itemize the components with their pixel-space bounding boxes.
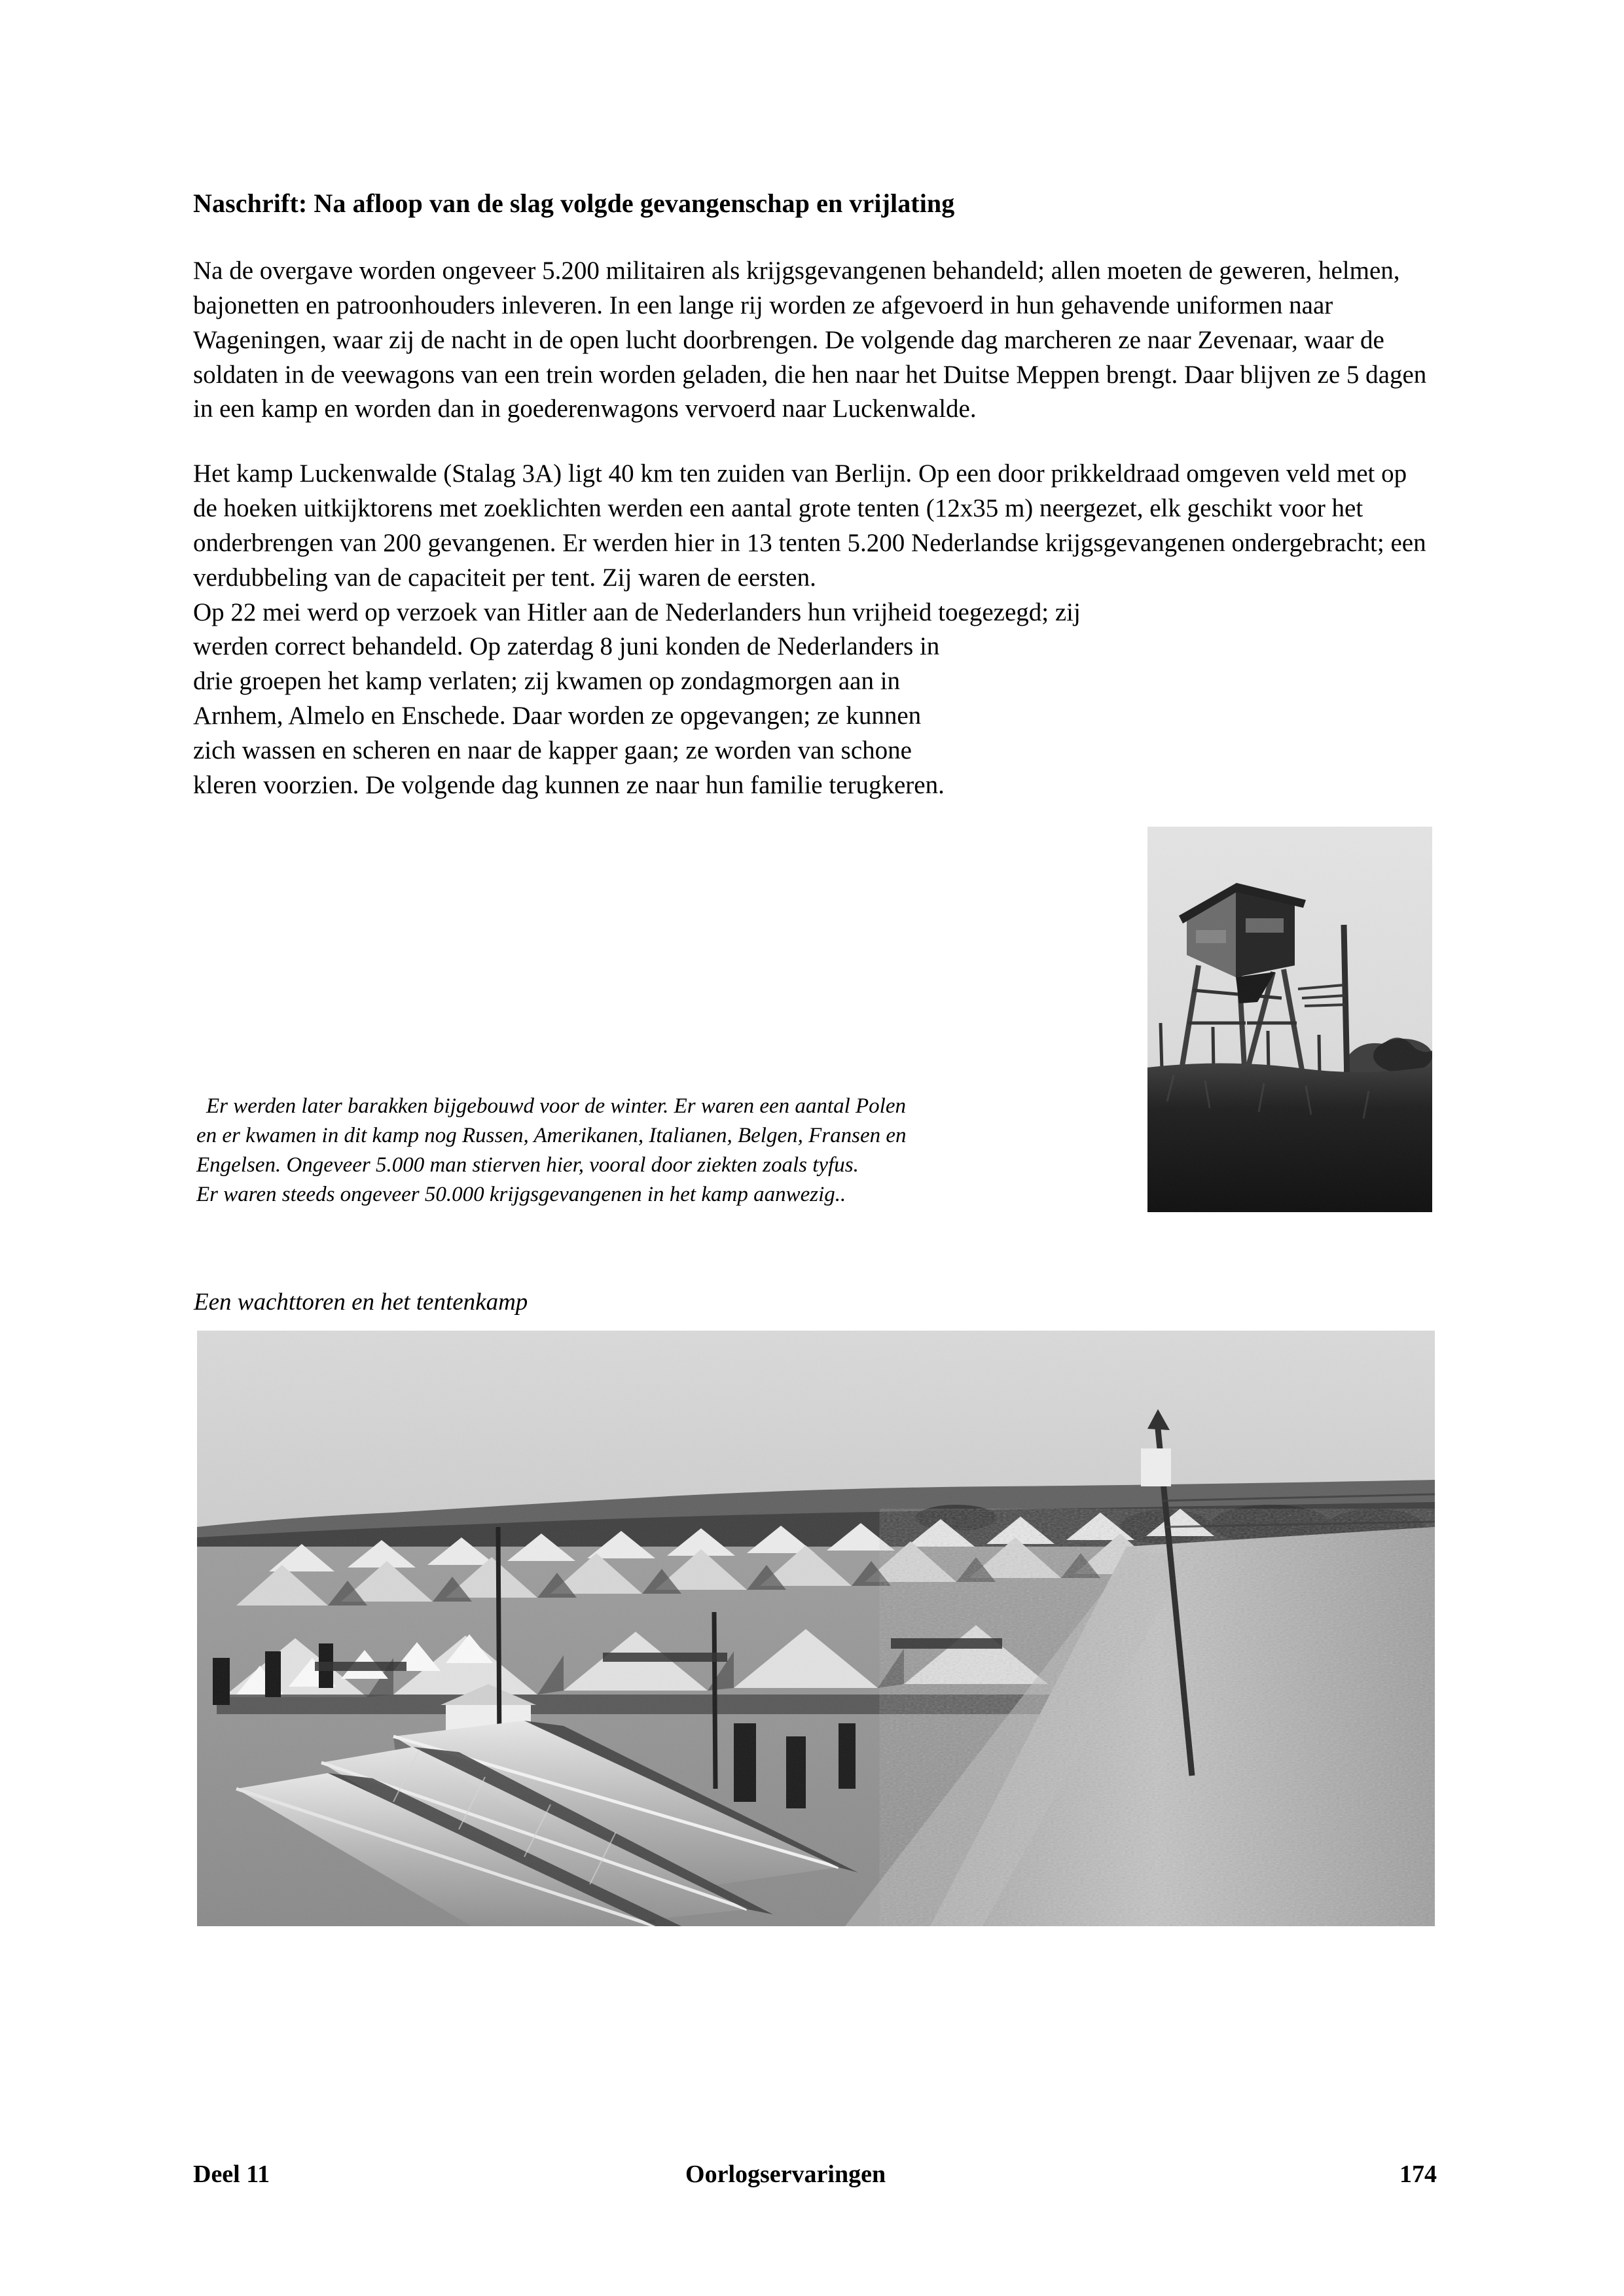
tentcamp-caption: Een wachttoren en het tentenkamp <box>194 1289 528 1316</box>
page-heading: Naschrift: Na afloop van de slag volgde gevangenschap en vrijlating <box>193 188 955 218</box>
italic-note-line-1: Er werden later barakken bijgebouwd voor de winter. Er waren een aantal Polen <box>206 1094 906 1118</box>
italic-note <box>196 1092 1113 1210</box>
paragraph-1: Na de overgave worden ongeveer 5.200 militairen als krijgsgevangenen behandeld; allen moeten de geweren, helmen, bajonetten en patroonhouders inleveren. In een lange rij worden ze afgevoerd in hun gehavende uniformen naar Wageningen, waar zij de nacht in de open lucht doorbrengen. De volgende dag marcheren ze naar Zevenaar, waar de soldaten in de veewagons van een trein worden geladen, die hen naar het Duitse Meppen brengt. Daar blijven ze 5 dagen in een kamp en worden dan in goederenwagons vervoerd naar Luckenwalde. <box>193 257 1427 423</box>
text-column <box>193 187 1437 833</box>
paragraph-3-wide: Op 22 mei werd op verzoek van Hitler aan de Nederlanders hun vrijheid toegezegd; zij <box>193 598 1081 626</box>
tentcamp-photo <box>197 1331 1435 1926</box>
page-footer <box>193 2160 1437 2189</box>
footer-title: Oorlogservaringen <box>685 2161 886 2188</box>
watchtower-photo-graphic <box>1147 827 1432 1212</box>
paragraph-3-narrow: werden correct behandeld. Op zaterdag 8 juni konden de Nederlanders in drie groepen het kamp verlaten; zij kwamen op zondagmorgen aan in Arnhem, Almelo en Enschede. Daar worden ze opgevangen; ze kunnen zich wassen en scheren en naar de kapper gaan; ze worden van schone kleren voorzien. De volgende dag kunnen ze naar hun familie terugkeren. <box>193 632 945 799</box>
italic-note-line-4: Er waren steeds ongeveer 50.000 krijgsgevangenen in het kamp aanwezig.. <box>196 1182 846 1206</box>
watchtower-photo <box>1147 827 1432 1212</box>
italic-note-line-2: en er kwamen in dit kamp nog Russen, Amerikanen, Italianen, Belgen, Fransen en <box>196 1123 907 1147</box>
footer-page-number: 174 <box>1399 2161 1437 2188</box>
paragraph-2: Het kamp Luckenwalde (Stalag 3A) ligt 40 km ten zuiden van Berlijn. Op een door prikkeldraad omgeven veld met op de hoeken uitkijktorens met zoeklichten werden een aantal grote tenten (12x35 m) neergezet, elk geschikt voor het onderbrengen van 200 gevangenen. Er werden hier in 13 tenten 5.200 Nederlandse krijgsgevangenen ondergebracht; een verdubbeling van de capaciteit per tent. Zij waren de eersten. <box>193 459 1426 592</box>
tentcamp-photo-graphic <box>197 1331 1435 1926</box>
footer-part-label: Deel 11 <box>193 2161 270 2188</box>
italic-note-line-3: Engelsen. Ongeveer 5.000 man stierven hier, vooral door ziekten zoals tyfus. <box>196 1153 859 1177</box>
